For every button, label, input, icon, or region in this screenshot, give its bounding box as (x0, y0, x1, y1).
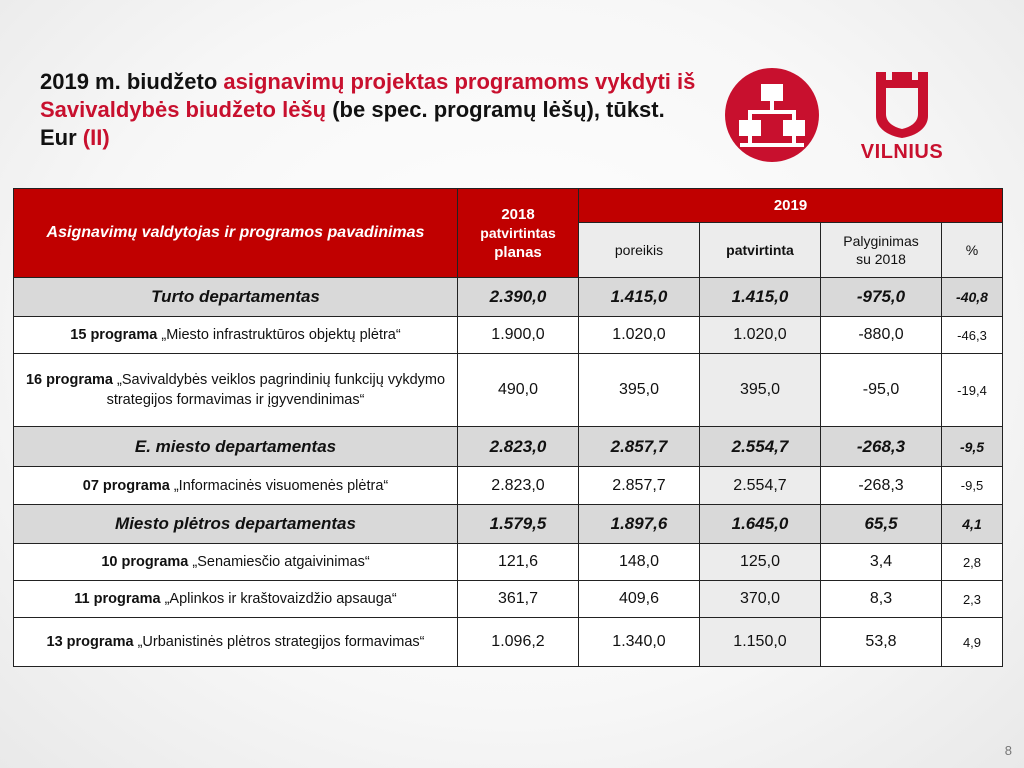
value-pct: -19,4 (942, 354, 1003, 427)
table-row (14, 618, 1003, 667)
value-patvirtinta: 370,0 (700, 581, 821, 618)
value-2018: 2.390,0 (458, 278, 579, 317)
value-poreikis: 2.857,7 (579, 467, 700, 505)
program-title: „Miesto infrastruktūros objektų plėtra“ (161, 327, 401, 343)
header-2018-label-2: planas (494, 243, 542, 261)
value-patvirtinta: 2.554,7 (700, 467, 821, 505)
value-diff: -880,0 (821, 317, 942, 354)
value-poreikis: 148,0 (579, 544, 700, 581)
value-2018: 1.579,5 (458, 505, 579, 544)
value-patvirtinta: 1.020,0 (700, 317, 821, 354)
program-name (14, 544, 458, 581)
header-2019-group: 2019 (579, 189, 1003, 223)
value-pct: -40,8 (942, 278, 1003, 317)
value-patvirtinta: 1.150,0 (700, 618, 821, 667)
value-pct: 4,9 (942, 618, 1003, 667)
value-poreikis: 1.897,6 (579, 505, 700, 544)
header-2018-col (458, 189, 579, 278)
header-palyginimas-line-2: su 2018 (856, 251, 906, 267)
program-number: 16 programa (25, 372, 113, 388)
table-row (14, 467, 1003, 505)
value-pct: -9,5 (942, 467, 1003, 505)
value-pct: -46,3 (942, 317, 1003, 354)
value-poreikis: 1.020,0 (579, 317, 700, 354)
program-number: 13 programa (46, 634, 134, 650)
value-diff: 3,4 (821, 544, 942, 581)
table-row (14, 354, 1003, 427)
header-palyginimas (821, 223, 942, 278)
value-patvirtinta: 2.554,7 (700, 427, 821, 467)
header-patvirtinta: patvirtinta (700, 223, 821, 278)
program-title: „Savivaldybės veiklos pagrindinių funkcijų vykdymo strategijos formavimas ir įgyvendinimas“ (106, 372, 446, 408)
value-2018: 490,0 (458, 354, 579, 427)
table-row (14, 581, 1003, 618)
value-diff: 65,5 (821, 505, 942, 544)
value-poreikis: 2.857,7 (579, 427, 700, 467)
table-row (14, 544, 1003, 581)
value-2018: 2.823,0 (458, 427, 579, 467)
value-diff: -95,0 (821, 354, 942, 427)
value-poreikis: 1.340,0 (579, 618, 700, 667)
dept-name: Turto departamentas (14, 278, 458, 317)
title-part-4: (II) (82, 125, 110, 150)
value-patvirtinta: 395,0 (700, 354, 821, 427)
program-number: 11 programa (74, 591, 161, 607)
value-diff: 53,8 (821, 618, 942, 667)
value-2018: 1.096,2 (458, 618, 579, 667)
dept-name: E. miesto departamentas (14, 427, 458, 467)
dept-name: Miesto plėtros departamentas (14, 505, 458, 544)
program-title: „Urbanistinės plėtros strategijos formavimas“ (137, 634, 425, 650)
value-poreikis: 1.415,0 (579, 278, 700, 317)
value-poreikis: 409,6 (579, 581, 700, 618)
value-pct: -9,5 (942, 427, 1003, 467)
program-number: 15 programa (70, 327, 158, 343)
program-name (14, 581, 458, 618)
program-title: „Informacinės visuomenės plėtra“ (173, 477, 389, 494)
value-2018: 361,7 (458, 581, 579, 618)
castle-tower-icon (848, 68, 956, 140)
value-poreikis: 395,0 (579, 354, 700, 427)
value-diff: 8,3 (821, 581, 942, 618)
header-2018-label: patvirtintas (480, 224, 556, 241)
value-diff: -268,3 (821, 467, 942, 505)
value-2018: 1.900,0 (458, 317, 579, 354)
vilnius-wordmark: VILNIUS (860, 141, 944, 163)
title-part-2: asignavimų projektas programoms vykdyti iš Savivaldybės biudžeto lėšų (40, 69, 696, 122)
program-name (14, 467, 458, 505)
program-name (14, 317, 458, 354)
value-patvirtinta: 125,0 (700, 544, 821, 581)
page-number: 8 (1004, 743, 1012, 758)
title-part-1: 2019 m. biudžeto (40, 69, 224, 94)
value-diff: -268,3 (821, 427, 942, 467)
program-number: 10 programa (101, 554, 189, 570)
program-name (14, 618, 458, 667)
header-poreikis: poreikis (579, 223, 700, 278)
header-row-1 (14, 189, 1003, 223)
value-patvirtinta: 1.415,0 (700, 278, 821, 317)
header-palyginimas-line-1: Palyginimas (843, 233, 919, 249)
value-pct: 2,3 (942, 581, 1003, 618)
value-pct: 4,1 (942, 505, 1003, 544)
table-row (14, 317, 1003, 354)
program-title: „Aplinkos ir kraštovaizdžio apsauga“ (164, 591, 397, 607)
table-row (14, 505, 1003, 544)
header-percent: % (942, 223, 1003, 278)
vilnius-logo (848, 68, 956, 164)
header-2018-year: 2018 (501, 205, 535, 223)
title-part-3: (be spec. programų lėšų), tūkst. Eur (40, 97, 665, 150)
program-name (14, 354, 458, 427)
org-chart-icon (724, 67, 820, 163)
page-title (40, 68, 700, 152)
value-patvirtinta: 1.645,0 (700, 505, 821, 544)
value-2018: 2.823,0 (458, 467, 579, 505)
header-name-col: Asignavimų valdytojas ir programos pavadinimas (14, 189, 458, 278)
value-pct: 2,8 (942, 544, 1003, 581)
budget-table (13, 188, 1003, 667)
program-title: „Senamiesčio atgaivinimas“ (192, 554, 370, 570)
value-diff: -975,0 (821, 278, 942, 317)
table-row (14, 278, 1003, 317)
table-row (14, 427, 1003, 467)
value-2018: 121,6 (458, 544, 579, 581)
program-number: 07 programa (82, 477, 170, 494)
